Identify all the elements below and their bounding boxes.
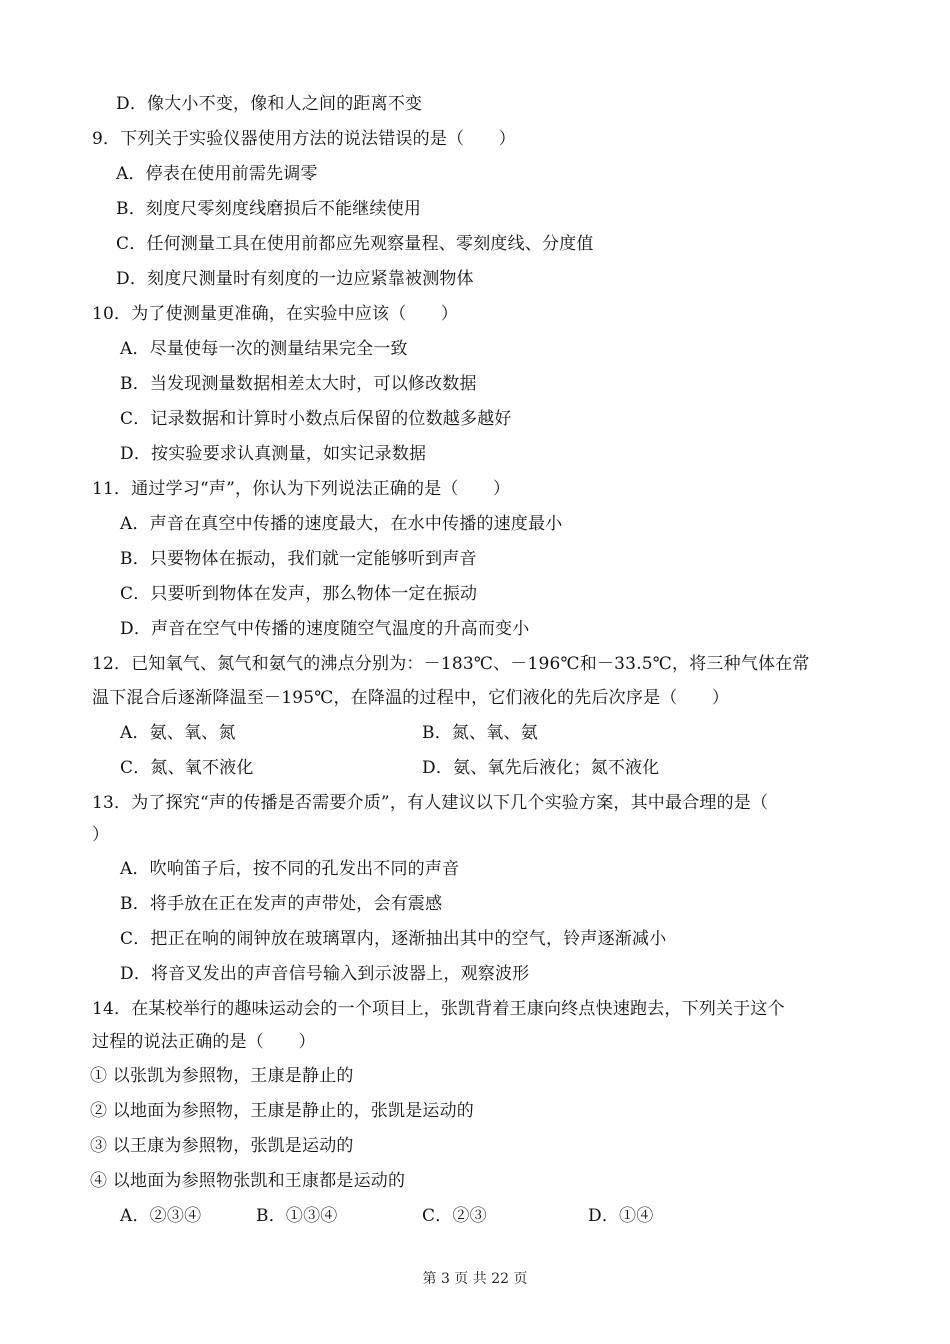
q13-option-d: D．将音叉发出的声音信号输入到示波器上，观察波形 xyxy=(120,964,530,984)
q14-statement-2: ② 以地面为参照物，王康是静止的，张凯是运动的 xyxy=(90,1101,475,1121)
q14-stem-line-2: 过程的说法正确的是（ ） xyxy=(92,1032,316,1052)
q12-option-a: A．氨、氧、氮 xyxy=(120,723,236,743)
q12-stem-line-1: 12．已知氧气、氮气和氨气的沸点分别为：－183℃、－196℃和－33.5℃，将三种气体在常 xyxy=(92,654,810,674)
q9-option-c: C．任何测量工具在使用前都应先观察量程、零刻度线、分度值 xyxy=(116,234,594,254)
q14-statement-1: ① 以张凯为参照物，王康是静止的 xyxy=(90,1066,354,1086)
q9-option-b: B．刻度尺零刻度线磨损后不能继续使用 xyxy=(116,199,422,219)
q10-option-c: C．记录数据和计算时小数点后保留的位数越多越好 xyxy=(120,409,512,429)
q13-stem-line-1: 13．为了探究“声的传播是否需要介质”，有人建议以下几个实验方案，其中最合理的是（ xyxy=(92,793,769,813)
q14-stem-line-1: 14．在某校举行的趣味运动会的一个项目上，张凯背着王康向终点快速跑去，下列关于这个 xyxy=(92,999,785,1019)
q14-option-b: B．①③④ xyxy=(256,1206,338,1226)
q14-option-c: C．②③ xyxy=(422,1206,487,1226)
q12-option-d: D．氨、氧先后液化；氮不液化 xyxy=(422,758,660,778)
q14-statement-3: ③ 以王康为参照物，张凯是运动的 xyxy=(90,1136,354,1156)
q13-option-b: B．将手放在正在发声的声带处，会有震感 xyxy=(120,894,443,914)
q11-option-d: D．声音在空气中传播的速度随空气温度的升高而变小 xyxy=(120,619,530,639)
q13-stem-line-2: ） xyxy=(92,825,110,845)
q11-option-c: C．只要听到物体在发声，那么物体一定在振动 xyxy=(120,584,478,604)
q9-stem: 9．下列关于实验仪器使用方法的说法错误的是（ ） xyxy=(92,129,516,149)
q14-option-a: A．②③④ xyxy=(120,1206,202,1226)
q13-option-c: C．把正在响的闹钟放在玻璃罩内，逐渐抽出其中的空气，铃声逐渐减小 xyxy=(120,929,667,949)
q11-option-b: B．只要物体在振动，我们就一定能够听到声音 xyxy=(120,549,477,569)
q10-option-b: B．当发现测量数据相差太大时，可以修改数据 xyxy=(120,374,477,394)
q14-statement-4: ④ 以地面为参照物张凯和王康都是运动的 xyxy=(90,1171,406,1191)
q9-option-d: D．刻度尺测量时有刻度的一边应紧靠被测物体 xyxy=(116,269,474,289)
q10-option-a: A．尽量使每一次的测量结果完全一致 xyxy=(120,339,408,359)
q10-option-d: D．按实验要求认真测量，如实记录数据 xyxy=(120,444,427,464)
q12-option-b: B．氮、氧、氨 xyxy=(422,723,538,743)
q11-option-a: A．声音在真空中传播的速度最大，在水中传播的速度最小 xyxy=(120,514,563,534)
q10-stem: 10．为了使测量更准确，在实验中应该（ ） xyxy=(92,304,459,324)
q12-stem-line-2: 温下混合后逐渐降温至－195℃，在降温的过程中，它们液化的先后次序是（ ） xyxy=(92,688,730,708)
q11-stem: 11．通过学习“声”，你认为下列说法正确的是（ ） xyxy=(92,479,511,499)
q9-option-a: A．停表在使用前需先调零 xyxy=(116,164,318,184)
q8-option-d: D．像大小不变，像和人之间的距离不变 xyxy=(116,94,423,114)
q14-option-d: D．①④ xyxy=(588,1206,654,1226)
q13-option-a: A．吹响笛子后，按不同的孔发出不同的声音 xyxy=(120,859,460,879)
page-number-footer: 第 3 页 共 22 页 xyxy=(422,1271,528,1287)
q12-option-c: C．氮、氧不液化 xyxy=(120,758,254,778)
